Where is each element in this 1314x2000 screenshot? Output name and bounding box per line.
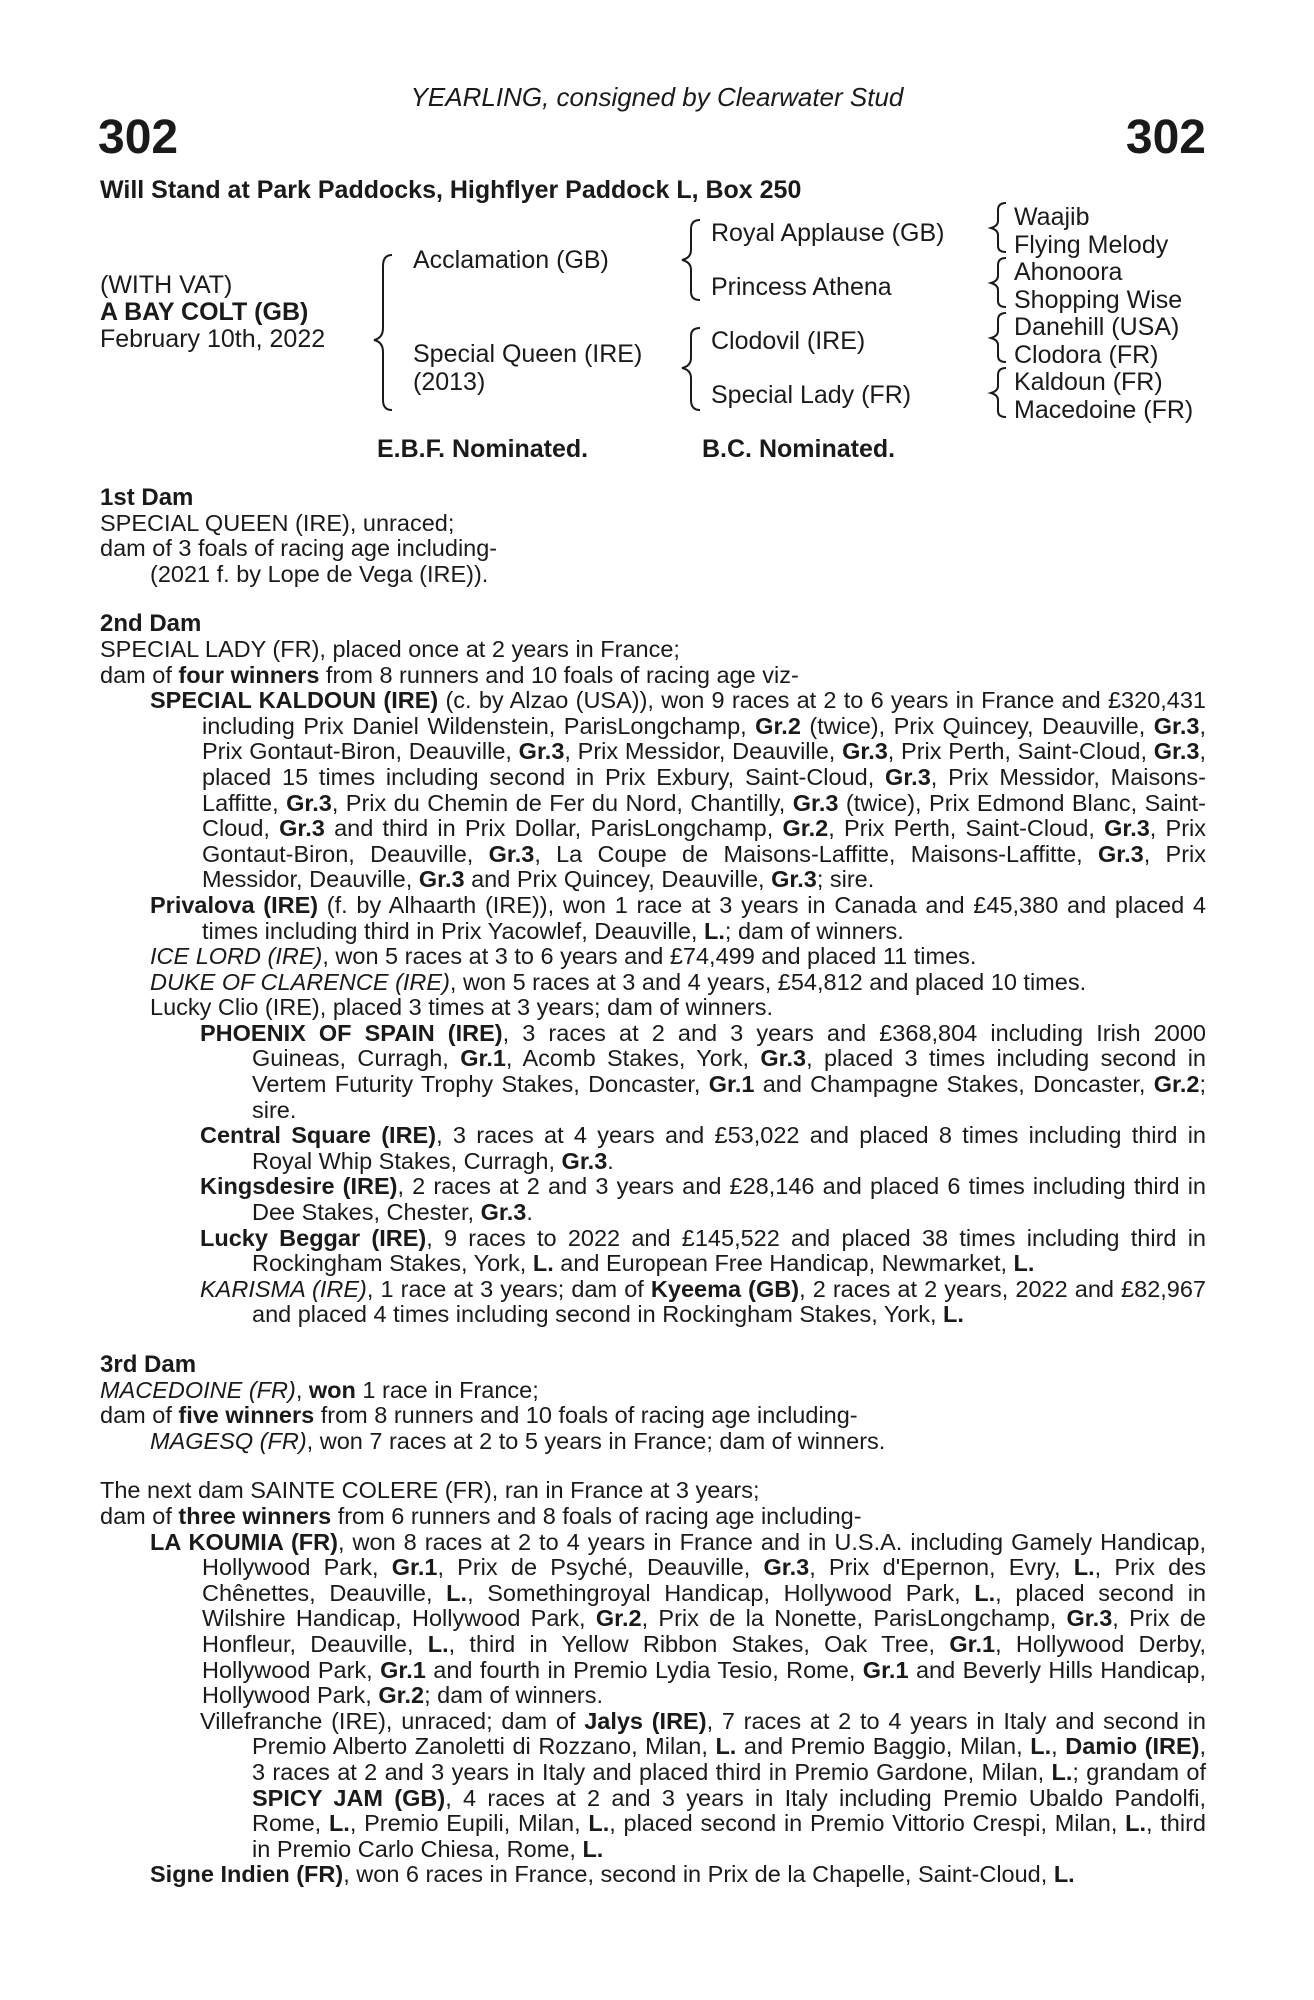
dam-sire: Clodovil (IRE) <box>711 327 866 355</box>
bc-nominated: B.C. Nominated. <box>702 435 896 463</box>
entry-lucky-clio: Lucky Clio (IRE), placed 3 times at 3 years; dam of winners. <box>150 994 773 1021</box>
lot-name: A BAY COLT (GB) <box>100 298 309 326</box>
entry-villefranche: Villefranche (IRE), unraced; dam of Jalys (IRE), 7 races at 2 to 4 years in Italy and second in Premio Alberto Zanoletti di Rozzano, Milan, L. and Premio Baggio, Milan, L., Damio (IRE), 3 races at 2 and 3 years in Italy and placed third in Premio Gardone, Milan, L.; grandam of SPICY JAM (GB), 4 races at 2 and 3 years in Italy including Premio Ubaldo Pandolfi, Rome, L., Premio Eupili, Milan, L., placed second in Premio Vittorio Crespi, Milan, L., third in Premio Carlo Chiesa, Rome, L. <box>200 1707 1207 1862</box>
dam-year: (2013) <box>413 368 486 396</box>
entry-privalova: Privalova (IRE) (f. by Alhaarth (IRE)), won 1 race at 3 years in Canada and £45,380 and placed 4 times including third in Prix Yacowlef, Deauville, L.; dam of winners. <box>150 891 1206 944</box>
entry-la-koumia: LA KOUMIA (FR), won 8 races at 2 to 4 years in France and in U.S.A. including Gamely Handicap, Hollywood Park, Gr.1, Prix de Psyché, Deauville, Gr.3, Prix d'Epernon, Evry, L., Prix des Chênettes, Deauville, L., Somethingroyal Handicap, Hollywood Park, L., placed second in Wilshire Handicap, Hollywood Park, Gr.2, Prix de la Nonette, ParisLongchamp, Gr.3, Prix de Honfleur, Deauville, L., third in Yellow Ribbon Stakes, Oak Tree, Gr.1, Hollywood Derby, Hollywood Park, Gr.1 and fourth in Premio Lydia Tesio, Rome, Gr.1 and Beverly Hills Handicap, Hollywood Park, Gr.2; dam of winners. <box>150 1528 1207 1709</box>
sire: Acclamation (GB) <box>413 246 609 274</box>
entry-phoenix-of-spain: PHOENIX OF SPAIN (IRE), 3 races at 2 and 3 years and £368,804 including Irish 2000 Guineas, Curragh, Gr.1, Acomb Stakes, York, Gr.3, placed 3 times including second in Vertem Futurity Trophy Stakes, Doncaster, Gr.1 and Champagne Stakes, Doncaster, Gr.2; sire. <box>200 1019 1206 1123</box>
stand-location: Will Stand at Park Paddocks, Highflyer Paddock L, Box 250 <box>100 176 802 204</box>
entry-lucky-beggar: Lucky Beggar (IRE), 9 races to 2022 and £145,522 and placed 38 times including third in Rockingham Stakes, York, L. and European Free Handicap, Newmarket, L. <box>200 1224 1206 1277</box>
catalogue-body <box>100 485 1206 1888</box>
second-dam-produce: dam of four winners from 8 runners and 10 foals of racing age viz- <box>100 661 799 688</box>
entry-kingsdesire: Kingsdesire (IRE), 2 races at 2 and 3 years and £28,146 and placed 6 times including third in Dee Stakes, Chester, Gr.3. <box>200 1173 1206 1226</box>
entry-karisma: KARISMA (IRE), 1 race at 3 years; dam of Kyeema (GB), 2 races at 2 years, 2022 and £82,967 and placed 4 times including second in Rockingham Stakes, York, L. <box>200 1275 1206 1328</box>
ggp-8: Macedoine (FR) <box>1014 396 1194 424</box>
next-dam-intro: The next dam SAINTE COLERE (FR), ran in France at 3 years; <box>100 1477 760 1504</box>
vat-note: (WITH VAT) <box>100 271 233 299</box>
entry-magesq: MAGESQ (FR), won 7 races at 2 to 5 years in France; dam of winners. <box>150 1427 886 1454</box>
ebf-nominated: E.B.F. Nominated. <box>377 435 589 463</box>
second-dam-heading: 2nd Dam <box>100 610 202 638</box>
first-dam-heading: 1st Dam <box>100 484 194 511</box>
entry-signe-indien: Signe Indien (FR), won 6 races in France, second in Prix de la Chapelle, Saint-Cloud, L. <box>150 1861 1075 1888</box>
ggp-5: Danehill (USA) <box>1014 313 1180 341</box>
ggp-1: Waajib <box>1014 203 1090 231</box>
lot-number-right: 302 <box>1125 111 1206 164</box>
ggp-2: Flying Melody <box>1014 231 1169 259</box>
foaling-date: February 10th, 2022 <box>100 325 326 353</box>
dam: Special Queen (IRE) <box>413 340 643 368</box>
entry-special-kaldoun: SPECIAL KALDOUN (IRE) (c. by Alzao (USA)), won 9 races at 2 to 6 years in France and £320,431 including Prix Daniel Wildenstein, ParisLongchamp, Gr.2 (twice), Prix Quincey, Deauville, Gr.3, Prix Gontaut-Biron, Deauville, Gr.3, Prix Messidor, Deauville, Gr.3, Prix Perth, Saint-Cloud, Gr.3, placed 15 times including second in Prix Exbury, Saint-Cloud, Gr.3, Prix Messidor, Maisons-Laffitte, Gr.3, Prix du Chemin de Fer du Nord, Chantilly, Gr.3 (twice), Prix Edmond Blanc, Saint-Cloud, Gr.3 and third in Prix Dollar, ParisLongchamp, Gr.2, Prix Perth, Saint-Cloud, Gr.3, Prix Gontaut-Biron, Deauville, Gr.3, La Coupe de Maisons-Laffitte, Maisons-Laffitte, Gr.3, Prix Messidor, Deauville, Gr.3 and Prix Quincey, Deauville, Gr.3; sire. <box>150 687 1207 893</box>
first-dam-line-2: dam of 3 foals of racing age including- <box>100 535 498 562</box>
lot-number-left: 302 <box>98 111 179 164</box>
next-dam-produce: dam of three winners from 6 runners and 8 foals of racing age including- <box>100 1502 862 1529</box>
entry-ice-lord: ICE LORD (IRE), won 5 races at 3 to 6 years and £74,499 and placed 11 times. <box>150 943 977 970</box>
entry-central-square: Central Square (IRE), 3 races at 4 years and £53,022 and placed 8 times including third in Royal Whip Stakes, Curragh, Gr.3. <box>200 1122 1206 1174</box>
first-dam-line-3: (2021 f. by Lope de Vega (IRE)). <box>150 560 489 587</box>
third-dam-heading: 3rd Dam <box>100 1351 197 1378</box>
sire-sire: Royal Applause (GB) <box>711 219 945 247</box>
dam-dam: Special Lady (FR) <box>711 381 912 409</box>
first-dam-line-1: SPECIAL QUEEN (IRE), unraced; <box>100 509 455 536</box>
entry-duke-of-clarence: DUKE OF CLARENCE (IRE), won 5 races at 3 and 4 years, £54,812 and placed 10 times. <box>150 968 1087 995</box>
third-dam-produce: dam of five winners from 8 runners and 10 foals of racing age including- <box>100 1402 858 1429</box>
ggp-6: Clodora (FR) <box>1014 341 1159 369</box>
second-dam-intro: SPECIAL LADY (FR), placed once at 2 years in France; <box>100 635 680 662</box>
ggp-4: Shopping Wise <box>1014 286 1183 314</box>
ggp-7: Kaldoun (FR) <box>1014 368 1163 396</box>
consignment-line: YEARLING, consigned by Clearwater Stud <box>410 82 904 112</box>
sire-dam: Princess Athena <box>711 273 892 301</box>
third-dam-intro: MACEDOINE (FR), won 1 race in France; <box>100 1376 539 1403</box>
ggp-3: Ahonoora <box>1014 258 1123 286</box>
